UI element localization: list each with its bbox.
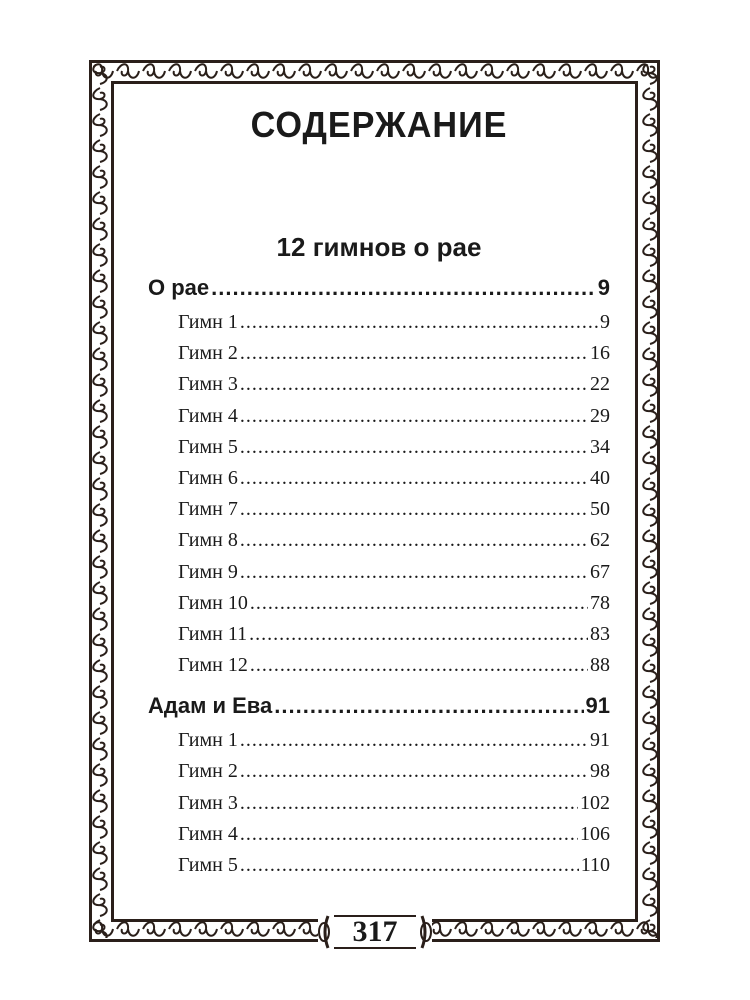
- toc-entry-label: Гимн 8: [178, 529, 238, 552]
- toc-part-page: 91: [585, 693, 610, 719]
- toc-entry-page: 29: [590, 404, 610, 427]
- dot-leader: [240, 557, 588, 588]
- table-of-contents: [148, 100, 610, 881]
- toc-entry[interactable]: [148, 525, 610, 556]
- toc-entry-page: 88: [590, 654, 610, 677]
- dot-leader: [249, 619, 588, 650]
- dot-leader: [240, 788, 578, 819]
- toc-entry-page: 102: [580, 791, 610, 814]
- toc-entry-page: 22: [590, 373, 610, 396]
- toc-entry[interactable]: [148, 588, 610, 619]
- toc-entry-label: Гимн 4: [178, 404, 238, 427]
- dot-leader: [240, 432, 588, 463]
- toc-entry[interactable]: [148, 725, 610, 756]
- page-number: 317: [352, 915, 398, 948]
- toc-entry-page: 50: [590, 498, 610, 521]
- toc-entry[interactable]: [148, 494, 610, 525]
- dot-leader: [240, 756, 588, 787]
- toc-entry[interactable]: [148, 432, 610, 463]
- dot-leader: [211, 269, 596, 307]
- dot-leader: [240, 725, 588, 756]
- toc-part-title: Адам и Ева: [148, 693, 273, 719]
- toc-entry-page: 98: [590, 760, 610, 783]
- toc-entry-label: Гимн 9: [178, 560, 238, 583]
- dot-leader: [240, 850, 579, 881]
- toc-entry[interactable]: [148, 463, 610, 494]
- dot-leader: [274, 687, 583, 725]
- toc-entry-label: Гимн 5: [178, 435, 238, 458]
- toc-entry-page: 9: [600, 311, 610, 333]
- toc-entry-page: 78: [590, 591, 610, 614]
- toc-entry-page: 40: [590, 466, 610, 489]
- toc-entry-page: 67: [590, 560, 610, 583]
- section-title: 12 гимнов о рае: [276, 232, 482, 262]
- toc-entry-label: Гимн 10: [178, 591, 248, 614]
- toc-part-page: 9: [597, 275, 610, 300]
- toc-entry[interactable]: [148, 338, 610, 369]
- dot-leader: [250, 588, 588, 619]
- toc-entry[interactable]: [148, 401, 610, 432]
- toc-entry-page: 91: [590, 729, 610, 752]
- toc-entry-label: Гимн 6: [178, 466, 238, 489]
- dot-leader: [240, 369, 588, 400]
- toc-entry-label: Гимн 3: [178, 373, 238, 396]
- toc-entry-label: Гимн 5: [178, 854, 238, 876]
- toc-part[interactable]: [148, 269, 610, 307]
- toc-entry-label: Гимн 2: [178, 760, 238, 783]
- dot-leader: [240, 338, 588, 369]
- toc-list: [148, 269, 610, 881]
- toc-entry-label: Гимн 1: [178, 311, 238, 333]
- toc-entry[interactable]: [148, 619, 610, 650]
- dot-leader: [240, 463, 588, 494]
- toc-part-title: О рае: [148, 275, 210, 300]
- dot-leader: [250, 650, 588, 681]
- toc-entry[interactable]: [148, 369, 610, 400]
- toc-entry-page: 106: [580, 822, 610, 845]
- toc-entry[interactable]: [148, 819, 610, 850]
- toc-entry[interactable]: [148, 650, 610, 681]
- toc-part[interactable]: [148, 687, 610, 725]
- toc-entry[interactable]: [148, 307, 610, 338]
- toc-entry-page: 110: [580, 854, 610, 876]
- toc-entry-page: 16: [590, 342, 610, 365]
- toc-entry-label: Гимн 4: [178, 822, 238, 845]
- dot-leader: [240, 401, 588, 432]
- toc-entry-label: Гимн 3: [178, 791, 238, 814]
- toc-entry[interactable]: [148, 756, 610, 787]
- toc-entry-page: 62: [590, 529, 610, 552]
- toc-entry-label: Гимн 11: [178, 622, 248, 645]
- dot-leader: [240, 494, 588, 525]
- toc-entry[interactable]: [148, 557, 610, 588]
- dot-leader: [240, 819, 578, 850]
- page-title: СОДЕРЖАНИЕ: [250, 104, 508, 145]
- toc-entry[interactable]: [148, 788, 610, 819]
- toc-entry-label: Гимн 2: [178, 342, 238, 365]
- toc-entry-label: Гимн 7: [178, 498, 238, 521]
- toc-entry[interactable]: [148, 850, 610, 881]
- toc-entry-page: 34: [590, 435, 610, 458]
- toc-entry-label: Гимн 1: [178, 729, 238, 752]
- toc-entry-label: Гимн 12: [178, 654, 248, 677]
- dot-leader: [240, 525, 588, 556]
- dot-leader: [240, 307, 598, 338]
- toc-entry-page: 83: [590, 622, 610, 645]
